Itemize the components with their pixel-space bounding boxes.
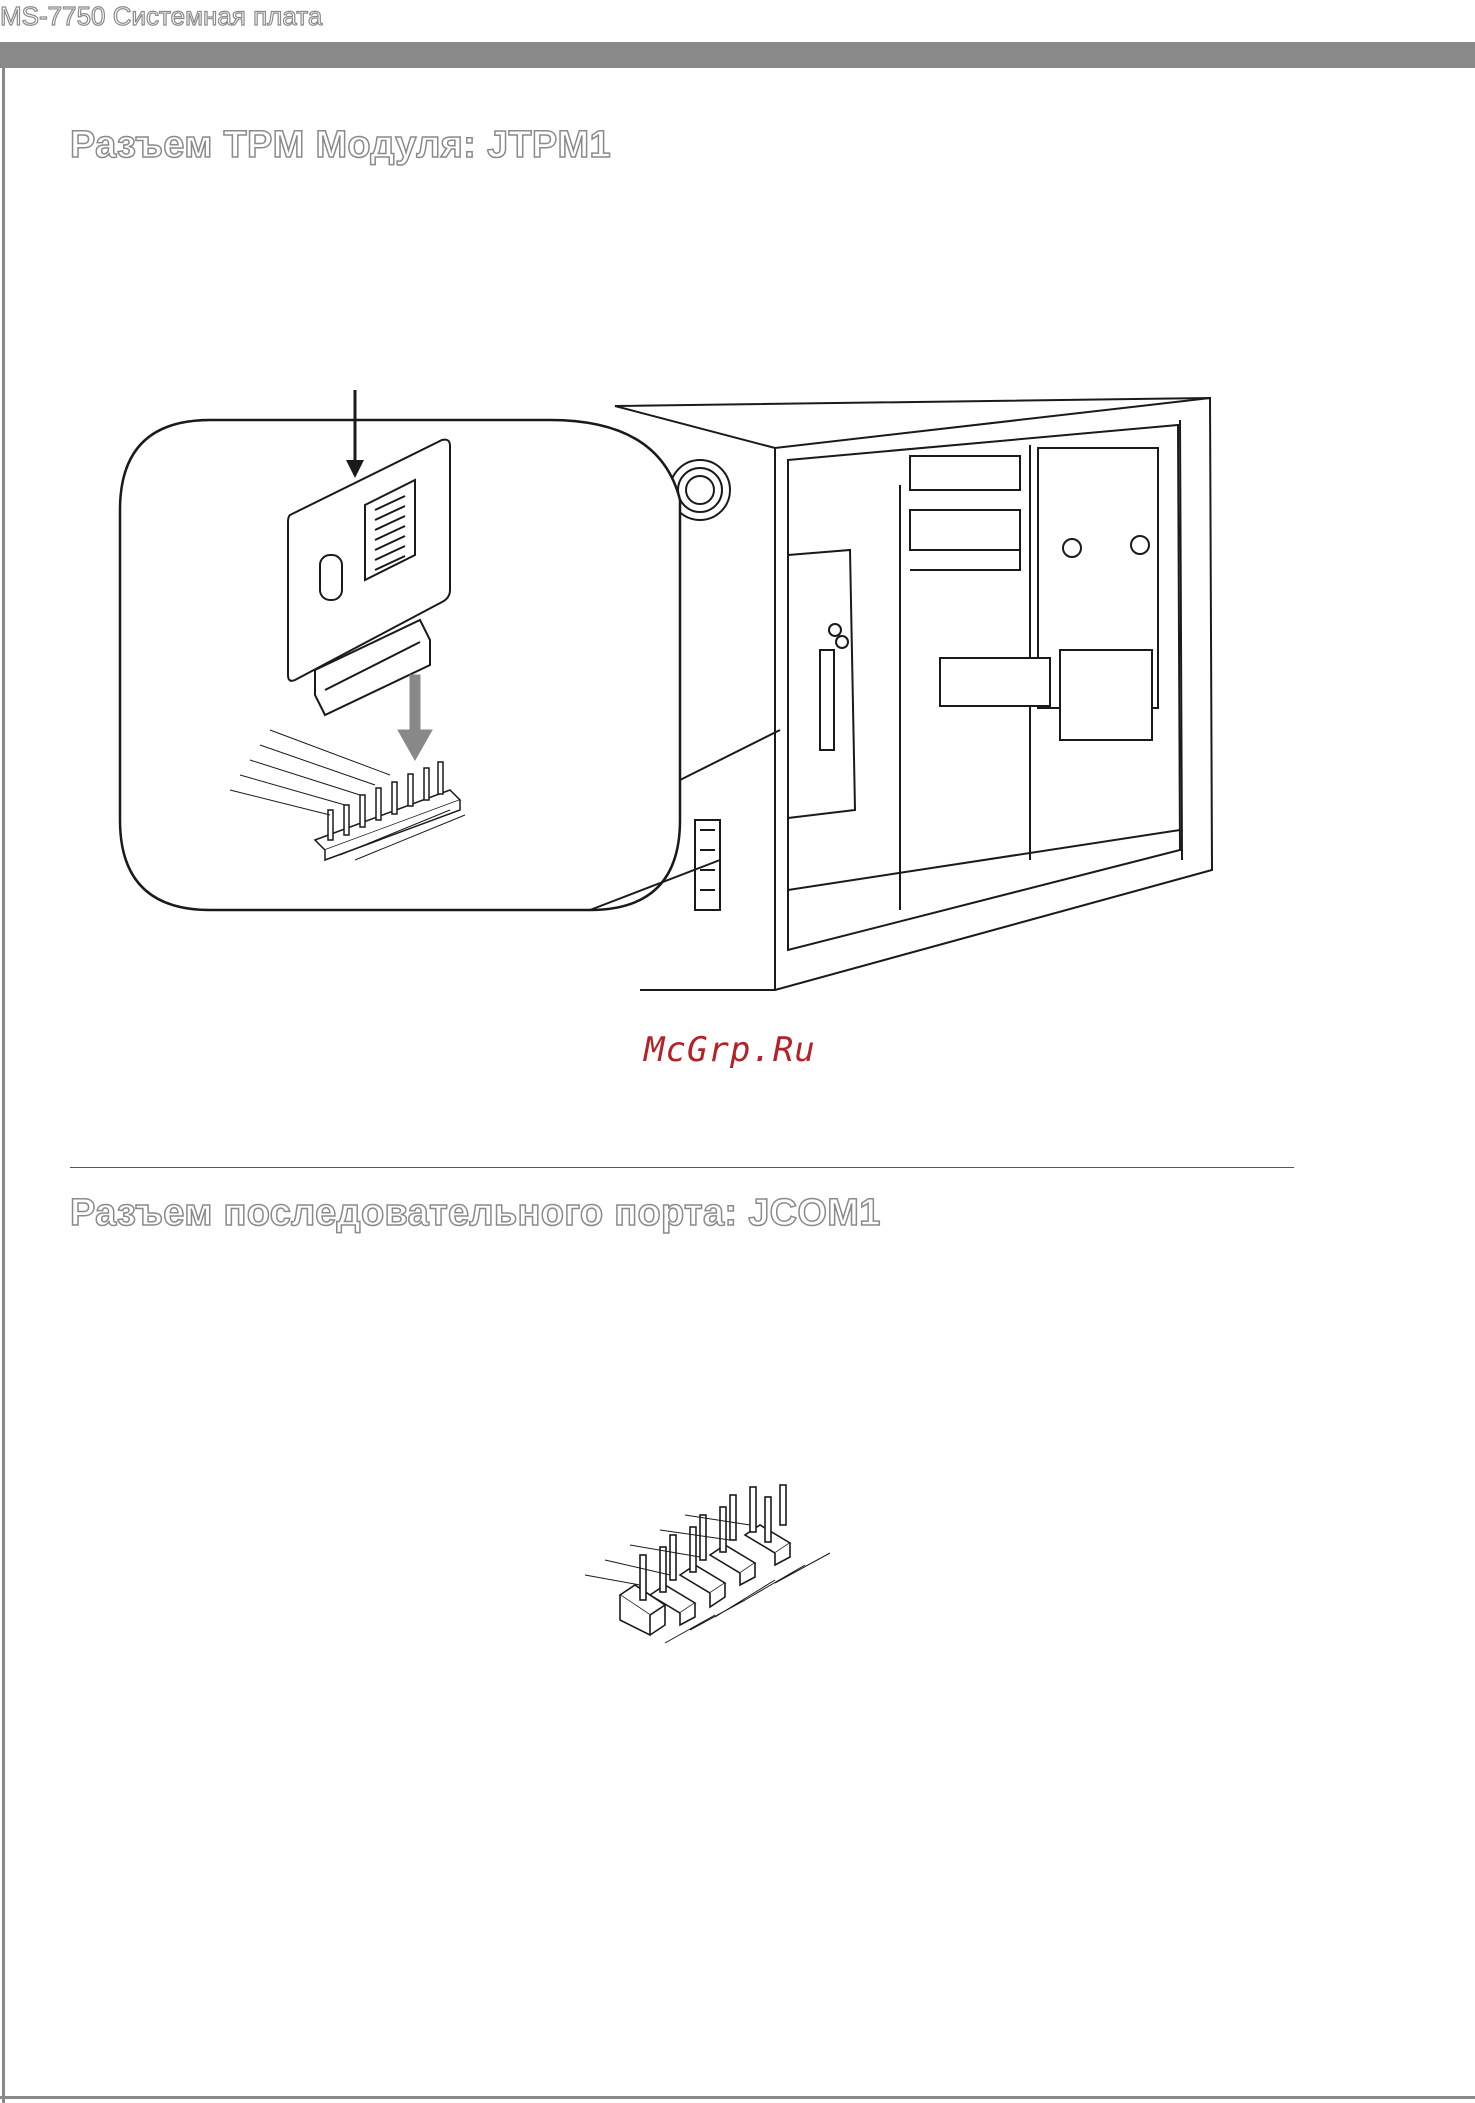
tpm-installation-illustration (120, 390, 1220, 1010)
watermark: McGrp.Ru (644, 1030, 816, 1070)
header-bar (0, 42, 1475, 68)
jcom1-connector-illustration (585, 1485, 845, 1655)
section-title-tpm: Разъем TPM Модуля: JTPM1 (70, 124, 611, 166)
bottom-rule (0, 2096, 1475, 2099)
section-divider (70, 1167, 1294, 1168)
section-title-jcom: Разъем последовательного порта: JCOM1 (70, 1192, 881, 1234)
left-margin-rule (2, 42, 5, 2103)
page-header-title: MS-7750 Системная плата (0, 1, 323, 31)
